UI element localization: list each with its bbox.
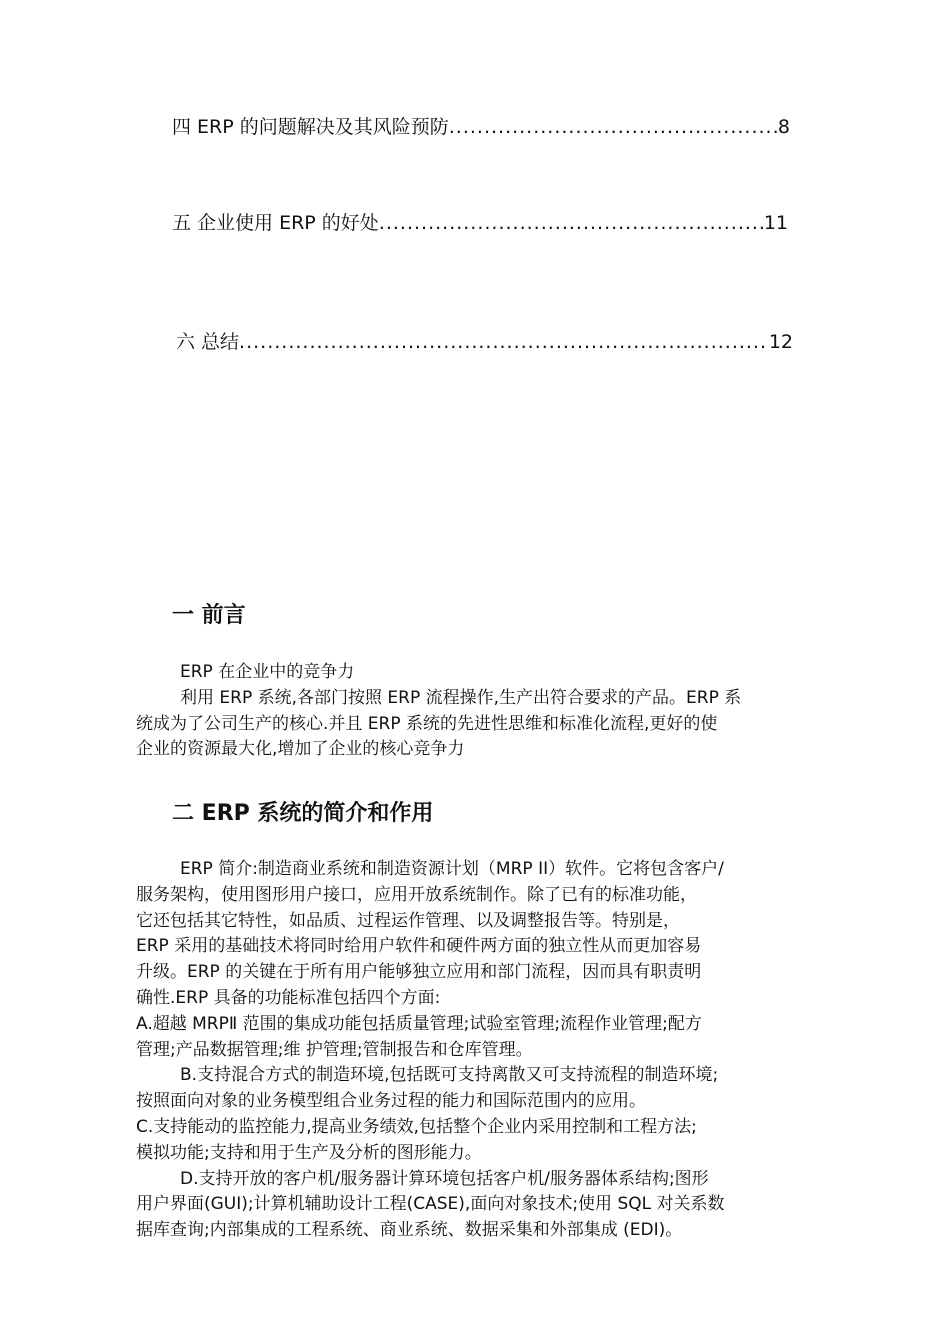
- body-line: A.超越 MRPⅡ 范围的集成功能包括质量管理;试验室管理;流程作业管理;配方: [136, 1013, 702, 1034]
- body-line: 企业的资源最大化,增加了企业的核心竞争力: [136, 739, 465, 760]
- body-line: 升级。ERP 的关键在于所有用户能够独立应用和部门流程，因而具有职责明: [136, 962, 702, 983]
- body-line: 模拟功能;支持和用于生产及分析的图形能力。: [136, 1142, 482, 1163]
- body-line: 服务架构，使用图形用户接口，应用开放系统制作。除了已有的标准功能，: [136, 884, 697, 905]
- toc-leader-dots: [449, 116, 778, 138]
- toc-entry[interactable]: [172, 208, 788, 235]
- toc-entry[interactable]: [172, 112, 790, 139]
- toc-entry-label: 六 总结: [176, 331, 240, 353]
- body-line: C.支持能动的监控能力,提高业务绩效,包括整个企业内采用控制和工程方法;: [136, 1116, 697, 1137]
- section-heading: 二 ERP 系统的简介和作用: [172, 801, 434, 826]
- body-line: 按照面向对象的业务模型组合业务过程的能力和国际范围内的应用。: [136, 1091, 646, 1112]
- body-line: B.支持混合方式的制造环境,包括既可支持离散又可支持流程的制造环境;: [180, 1065, 719, 1086]
- body-line: 管理;产品数据管理;维 护管理;管制报告和仓库管理。: [136, 1039, 533, 1060]
- section-body: [136, 660, 896, 763]
- toc-entry-page: 12: [768, 331, 793, 353]
- body-line: D.支持开放的客户机/服务器计算环境包括客户机/服务器体系结构;图形: [180, 1168, 709, 1189]
- body-line: 利用 ERP 系统,各部门按照 ERP 流程操作,生产出符合要求的产品。ERP 系: [180, 687, 742, 708]
- body-line: 确性.ERP 具备的功能标准包括四个方面:: [136, 987, 441, 1008]
- toc-leader-dots: [379, 212, 764, 234]
- body-line: 据库查询;内部集成的工程系统、商业系统、数据采集和外部集成 (EDI)。: [136, 1220, 683, 1241]
- body-line: 统成为了公司生产的核心.并且 ERP 系统的先进性思维和标准化流程,更好的使: [136, 713, 718, 734]
- toc-entry[interactable]: [176, 327, 793, 354]
- body-line: 用户界面(GUI);计算机辅助设计工程(CASE),面向对象技术;使用 SQL 对关系数: [136, 1194, 725, 1215]
- body-line: 它还包括其它特性，如品质、过程运作管理、以及调整报告等。特别是，: [136, 910, 680, 931]
- body-line: ERP 在企业中的竞争力: [180, 662, 355, 682]
- section-body: [136, 857, 896, 1244]
- section-heading: 一 前言: [172, 603, 246, 628]
- toc-entry-label: 五 企业使用 ERP 的好处: [172, 212, 379, 234]
- toc-leader-dots: [239, 331, 769, 353]
- body-line: ERP 采用的基础技术将同时给用户软件和硬件两方面的独立性从而更加容易: [136, 936, 702, 957]
- body-line: ERP 简介:制造商业系统和制造资源计划（MRP II）软件。它将包含客户/: [180, 859, 724, 879]
- toc-entry-label: 四 ERP 的问题解决及其风险预防: [172, 116, 449, 138]
- toc-entry-page: 11: [763, 212, 788, 234]
- toc-entry-page: 8: [777, 116, 790, 138]
